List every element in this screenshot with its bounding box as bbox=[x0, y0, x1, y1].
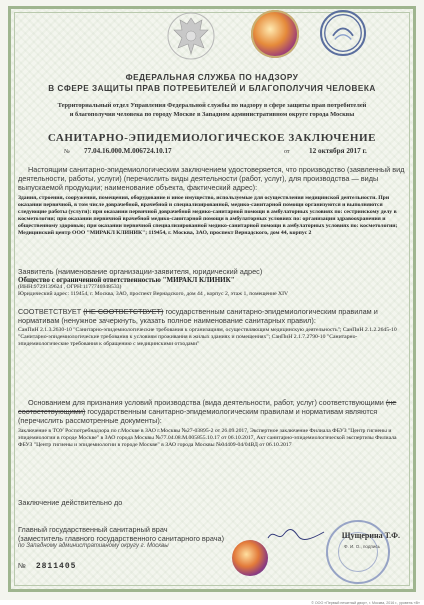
validity-section bbox=[18, 498, 406, 507]
emblem-row bbox=[18, 10, 406, 68]
compliance-match: СООТВЕТСТВУЕТ bbox=[18, 307, 82, 316]
signer-position-line-3: по Западному административному округу г. Москвы bbox=[18, 543, 169, 550]
document-date: 12 октября 2017 г. bbox=[309, 147, 367, 155]
eagle-emblem-icon bbox=[166, 10, 216, 62]
compliance-text: государственным санитарно-эпидемиологическим правилам и нормативам (ненужное зачеркнуть, указать полное наименование санитарных правил): bbox=[18, 307, 378, 326]
basis-documents: Заключение в ТОУ Роспотребнадзора по г.Москве в ЗАО г.Москвы №27-03895-2 от 26.09.2017, Экспертное заключение Филиала ФБУЗ "Центр гигиены и эпидемиологии в городе Москве" в ЗАО города Москвы №77.04.08.М.005855.10.17 от 06.10.2017, Акт санитарно-эпидемиологической экспертизы Филиала ФБУЗ "Центр гигиены и эпидемиологии в городе Москве" в ЗАО города Москвы №04409-04/04ВД от 06.10.2017 bbox=[18, 427, 397, 448]
serial-value: 2811405 bbox=[35, 561, 77, 571]
territory-header bbox=[18, 102, 406, 119]
agency-line-1: ФЕДЕРАЛЬНАЯ СЛУЖБА ПО НАДЗОРУ bbox=[125, 73, 299, 82]
signer-position-line-2: (заместитель главного государственного санитарного врача) bbox=[18, 534, 225, 544]
applicant-ids: (ИНН:9729139624 , ОГРН:1177746948533) bbox=[18, 284, 122, 291]
document-number-line bbox=[64, 147, 386, 159]
applicant-section bbox=[18, 267, 406, 298]
basis-statement bbox=[18, 398, 406, 426]
signer-name: Щущерина Т.Ф. bbox=[341, 531, 400, 540]
basis-intro: Основанием для признания условий производства (вида деятельности, работ, услуг) соответствующими bbox=[28, 398, 384, 407]
territory-line-2: и благополучия человека по городу Москве в Западном административном округе города Москвы bbox=[69, 110, 355, 118]
compliance-not-match: (НЕ СООТВЕТСТВУЕТ) bbox=[83, 307, 164, 316]
certification-intro: Настоящим санитарно-эпидемиологическим заключением удостоверяется, что производство (заявленный вид деятельности, работы, услуги) (перечислить виды деятельности (работ, услуг), для производства — виды выпускаемой продукции; наименование объекта, фактический адрес): bbox=[18, 165, 405, 193]
territory-line-1: Территориальный отдел Управления Федеральной службы по надзору в сфере защиты прав потребителей bbox=[57, 102, 367, 109]
serial-number bbox=[18, 555, 406, 573]
applicant-org: Общество с ограниченной ответственностью "МИРАКЛ КЛИНИК" bbox=[18, 276, 235, 285]
handwritten-signature-icon bbox=[266, 526, 326, 544]
printer-footer: © ООО «Первый печатный двор», г. Москва, 2016 г., уровень «В» bbox=[311, 601, 420, 605]
number-prefix: № bbox=[64, 149, 70, 155]
validity-label: Заключение действительно до bbox=[18, 498, 123, 507]
rospotrebnadzor-logo-icon bbox=[320, 10, 366, 56]
agency-line-2: В СФЕРЕ ЗАЩИТЫ ПРАВ ПОТРЕБИТЕЛЕЙ И БЛАГОПОЛУЧИЯ ЧЕЛОВЕКА bbox=[48, 84, 376, 93]
basis-strike: (не соответствующими) bbox=[18, 398, 397, 417]
agency-header bbox=[18, 72, 406, 94]
date-prefix: от bbox=[284, 149, 290, 155]
basis-rest: государственным санитарно-эпидемиологическим правилам и нормативам являются (перечислить рассмотренные документы): bbox=[18, 407, 378, 426]
basis-section bbox=[18, 398, 406, 449]
certification-detail: Здания, строения, сооружения, помещения, оборудование и иное имущество, используемые для осуществления медицинской деятельности. При оказании первичной, в том числе доврачебной, врачебной и специализированной, медико-санитарной помощи организуются и выполняются следующие работы (услуги): при оказании первичной доврачебной медико-санитарной помощи в амбулаторных условиях по: сестринскому делу в косметологии; при оказании первичной врачебной медико-санитарной помощи в амбулаторных условиях по: организации здравоохранения и общественному здоровью; при оказании первичной специализированной медико-санитарной помощи в амбулаторных условиях по: косметологии; Медицинский центр ООО "МИРАКЛ КЛИНИК"; 119454, г. Москва, ЗАО, проспект Вернадского, дом 44, корпус 2 bbox=[18, 194, 398, 236]
serial-prefix: № bbox=[18, 560, 26, 570]
compliance-statement bbox=[18, 307, 406, 325]
certification-section bbox=[18, 165, 406, 237]
applicant-label: Заявитель (наименование организации-заявителя, юридический адрес) bbox=[18, 267, 263, 276]
hologram-seal-icon bbox=[251, 10, 299, 58]
document-title: САНИТАРНО-ЭПИДЕМИОЛОГИЧЕСКОЕ ЗАКЛЮЧЕНИЕ bbox=[47, 132, 377, 144]
compliance-rules: СанПиН 2.1.3.2630-10 "Санитарно-эпидемиологические требования к организациям, осуществляющим медицинскую деятельность"; СанПиН 2.1.2.2645-10 "Санитарно-эпидемиологические требования к условиям проживания в жилых зданиях и помещениях"; СанПиН 2.1.7.2790-10 "Санитарно-эпидемиологические требования к обращению с медицинскими отходами" bbox=[18, 327, 397, 348]
applicant-address: Юридический адрес: 119454, г. Москва, ЗАО, проспект Вернадского, дом 44 , корпус 2, этаж 1, помещение XIV bbox=[18, 291, 289, 298]
document-content bbox=[18, 0, 406, 600]
signer-position-line-1: Главный государственный санитарный врач bbox=[18, 525, 168, 534]
compliance-section bbox=[18, 307, 406, 348]
document-number: 77.04.16.000.М.006724.10.17 bbox=[84, 147, 172, 155]
seal-caption: Ф. И. О., подпись bbox=[344, 544, 380, 549]
